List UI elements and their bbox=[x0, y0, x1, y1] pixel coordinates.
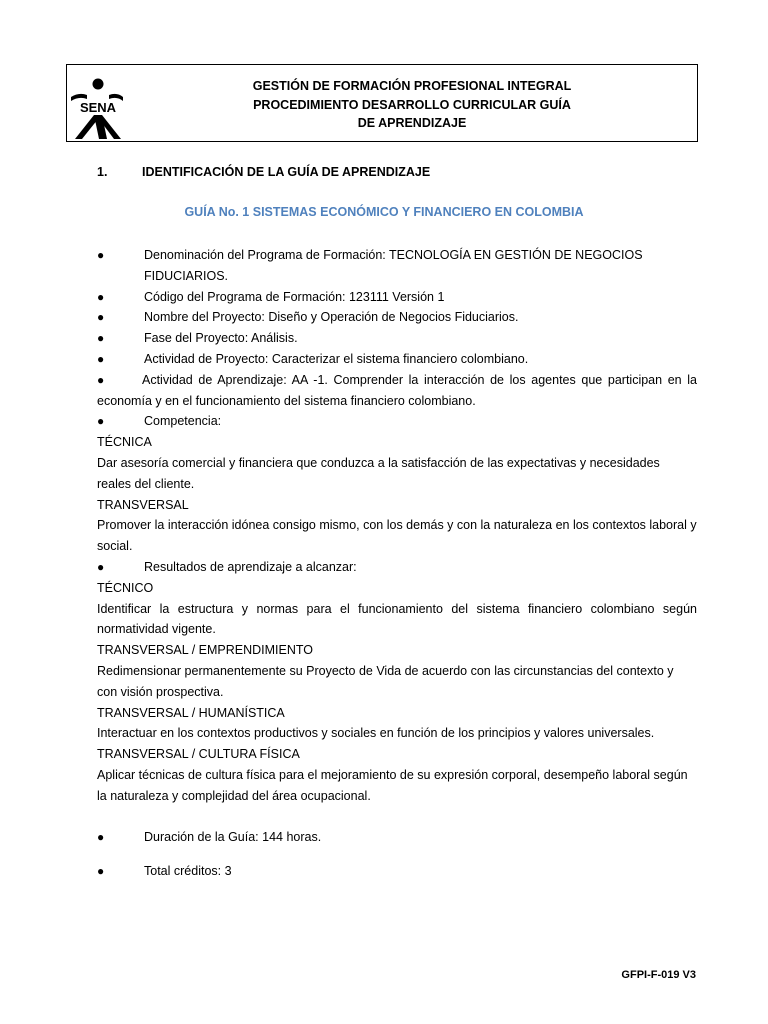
resultado-tecnico-label: TÉCNICO bbox=[97, 580, 154, 595]
list-item bbox=[97, 370, 697, 412]
header-title-line: PROCEDIMIENTO DESARROLLO CURRICULAR GUÍA bbox=[253, 97, 571, 112]
sena-logo bbox=[69, 77, 125, 139]
list-item bbox=[97, 827, 697, 848]
list-item bbox=[97, 557, 697, 578]
item-duracion: Duración de la Guía: 144 horas. bbox=[144, 829, 322, 844]
spacer bbox=[97, 847, 697, 861]
header-title-line: DE APRENDIZAJE bbox=[357, 116, 467, 130]
resultado-humanistica-text: Interactuar en los contextos productivos y sociales en función de los principios y valores universales. bbox=[97, 726, 655, 741]
bullet-icon: ● bbox=[97, 310, 105, 325]
resultado-tecnico-text: Identificar la estructura y normas para el funcionamiento del sistema financiero colombiano según normatividad vigente. bbox=[97, 601, 697, 637]
bullet-icon: ● bbox=[97, 414, 105, 429]
list-item bbox=[97, 307, 697, 328]
resultado-cultura-label: TRANSVERSAL / CULTURA FÍSICA bbox=[97, 747, 300, 762]
svg-text:SENA: SENA bbox=[79, 100, 117, 115]
resultado-emprendimiento-label: TRANSVERSAL / EMPRENDIMIENTO bbox=[97, 643, 314, 658]
competencia-transversal-label: TRANSVERSAL bbox=[97, 497, 189, 512]
item-actividad-proyecto: Actividad de Proyecto: Caracterizar el sistema financiero colombiano. bbox=[144, 351, 529, 366]
list-item bbox=[97, 349, 697, 370]
competencia-tecnica-text: Dar asesoría comercial y financiera que conduzca a la satisfacción de las expectativas y necesidades reales del cliente. bbox=[97, 455, 660, 491]
header-title-line: GESTIÓN DE FORMACIÓN PROFESIONAL INTEGRAL bbox=[252, 79, 572, 93]
item-competencia: Competencia: bbox=[144, 414, 222, 429]
bullet-icon: ● bbox=[97, 331, 105, 346]
item-resultados: Resultados de aprendizaje a alcanzar: bbox=[144, 559, 357, 574]
item-programa: Denominación del Programa de Formación: TECNOLOGÍA EN GESTIÓN DE NEGOCIOS FIDUCIARIOS. bbox=[144, 248, 643, 283]
header-title bbox=[127, 77, 697, 133]
competencia-tecnica-label: TÉCNICA bbox=[97, 435, 152, 450]
competencia-transversal-text: Promover la interacción idónea consigo mismo, con los demás y con la naturaleza en los contextos laboral y social. bbox=[97, 518, 697, 554]
list-item bbox=[97, 245, 697, 287]
document-header bbox=[66, 64, 698, 142]
list-item bbox=[97, 328, 697, 349]
list-item bbox=[97, 287, 697, 308]
section-title: IDENTIFICACIÓN DE LA GUÍA DE APRENDIZAJE bbox=[142, 165, 431, 179]
bullet-icon: ● bbox=[97, 864, 105, 879]
item-codigo: Código del Programa de Formación: 123111 Versión 1 bbox=[144, 289, 445, 304]
bullet-icon: ● bbox=[97, 372, 105, 387]
spacer bbox=[97, 807, 697, 827]
document-body bbox=[97, 245, 697, 882]
bullet-icon: ● bbox=[97, 829, 105, 844]
bullet-icon: ● bbox=[97, 351, 105, 366]
resultado-cultura-text: Aplicar técnicas de cultura física para el mejoramiento de su expresión corporal, desempeño laboral según la naturaleza y complejidad del área ocupacional. bbox=[97, 767, 688, 803]
item-actividad-aprendizaje: Actividad de Aprendizaje: AA -1. Comprender la interacción de los agentes que participan en la economía y en el funcionamiento del sistema financiero colombiano. bbox=[97, 372, 697, 408]
item-fase: Fase del Proyecto: Análisis. bbox=[144, 331, 298, 346]
list-item bbox=[97, 861, 697, 882]
footer-code: GFPI-F-019 V3 bbox=[621, 969, 696, 981]
section-heading bbox=[97, 165, 430, 179]
bullet-icon: ● bbox=[97, 559, 105, 574]
resultado-humanistica-label: TRANSVERSAL / HUMANÍSTICA bbox=[97, 705, 285, 720]
section-number: 1. bbox=[97, 165, 108, 179]
item-proyecto: Nombre del Proyecto: Diseño y Operación de Negocios Fiduciarios. bbox=[144, 310, 519, 325]
resultado-emprendimiento-text: Redimensionar permanentemente su Proyecto de Vida de acuerdo con las circunstancias del contexto y con visión prospectiva. bbox=[97, 663, 674, 699]
bullet-icon: ● bbox=[97, 289, 105, 304]
item-creditos: Total créditos: 3 bbox=[144, 864, 232, 879]
list-item bbox=[97, 411, 697, 432]
bullet-icon: ● bbox=[97, 248, 105, 262]
guide-title: GUÍA No. 1 SISTEMAS ECONÓMICO Y FINANCIERO EN COLOMBIA bbox=[184, 205, 584, 219]
